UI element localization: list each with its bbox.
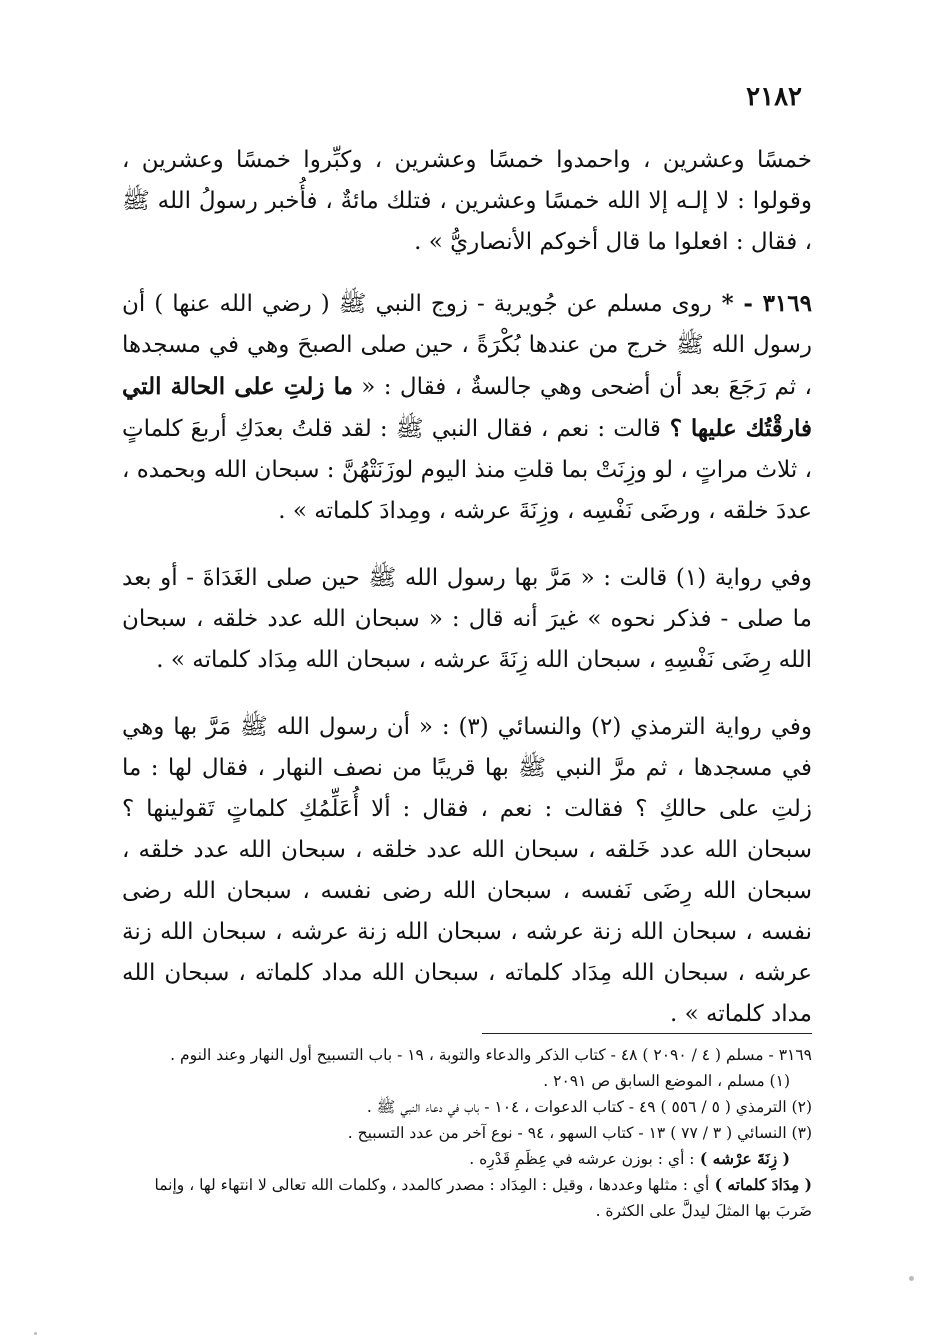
hadith-3169: [122, 283, 812, 532]
hadith-text-emphasis: ما زلتِ على الحالة التي فارقْتُك عليها ؟: [122, 373, 812, 442]
gloss-midad-kalimatih: [122, 1172, 812, 1224]
footnote-source: ٣١٦٩ - مسلم ( ٤ / ٢٠٩٠ ) ٤٨ - كتاب الذكر والدعاء والتوبة ، ١٩ - باب التسبيح أول النهار وعند النوم .: [170, 1046, 812, 1064]
scan-speck: [909, 1276, 914, 1281]
footnote-3: (٣) النسائي ( ٣ / ٧٧ ) ١٣ - كتاب السهو ، ٩٤ - نوع آخر من عدد التسبيح .: [347, 1124, 812, 1142]
footnote-2: (٢) الترمذي ( ٥ / ٥٥٦ ) ٤٩ - كتاب الدعوات ، ١٠٤ - باب في دعاء النبي ﷺ .: [366, 1098, 812, 1116]
hadith-number: ٣١٦٩ - *: [711, 290, 812, 317]
hadith-text-part1: روى مسلم عن جُويرية - زوج النبي ﷺ ( رضي الله عنها ) أن رسول الله ﷺ خرج من عندها بُكْرَةً ، حين صلى الصبحَ وهي في مسجدها ، ثم رَجَعَ بعد أن أضحى وهي جالسةٌ ، فقال : «: [122, 291, 812, 400]
scan-speck: [34, 1332, 37, 1335]
paragraph-continuation: خمسًا وعشرين ، واحمدوا خمسًا وعشرين ، وكبِّروا خمسًا وعشرين ، وقولوا : لا إلـه إلا الله خمسًا وعشرين ، فتلك مائةٌ ، فأُخبر رسولُ الله ﷺ ، فقال : افعلوا ما قال أخوكم الأنصاريُّ » .: [122, 147, 812, 255]
riwaya-paragraph: وفي رواية (١) قالت : « مَرَّ بها رسول الله ﷺ حين صلى الغَدَاةَ - أو بعد ما صلى - فذكر نحوه » غيرَ أنه قال : « سبحان الله عدد خلقه ، سبحان الله رِضَى نَفْسِهِ ، سبحان الله زِنَةَ عرشه ، سبحان الله مِدَاد كلماته » .: [122, 565, 812, 673]
gloss-term: ( زِنَةَ عرْشه ): [694, 1149, 790, 1168]
footnote-separator: [482, 1033, 812, 1034]
tirmidhi-nasai-paragraph: وفي رواية الترمذي (٢) والنسائي (٣) : « أن رسول الله ﷺ مَرَّ بها وهي في مسجدها ، ثم مرَّ النبي ﷺ بها قريبًا من نصف النهار ، فقال لها : ما زلتِ على حالكِ ؟ فقالت : نعم ، فقال : ألا أُعَلِّمُكِ كلماتٍ تَقولينها ؟ سبحان الله عدد خَلقه ، سبحان الله عدد خلقه ، سبحان الله عدد خلقه ، سبحان الله رِضَى نَفسه ، سبحان الله رضى نفسه ، سبحان الله رضى نفسه ، سبحان الله زنة عرشه ، سبحان الله زنة عرشه ، سبحان الله زنة عرشه ، سبحان الله مِدَاد كلماته ، سبحان الله مداد كلماته ، سبحان الله مداد كلماته » .: [122, 714, 812, 1027]
page-number: ٢١٨٢: [746, 82, 802, 112]
footnote-1: (١) مسلم ، الموضع السابق ص ٢٠٩١ .: [543, 1072, 790, 1090]
footnotes: [122, 1042, 812, 1224]
gloss-term: ( مِدَادَ كلماته ): [709, 1175, 812, 1194]
gloss-definition: أي : مثلها وعددها ، وقيل : المِدَاد : مصدر كالمدد ، وكلمات الله تعالى لا انتهاء لها ، وإنما ضَربَ بها المثلَ ليدلَّ على الكثرة .: [154, 1176, 812, 1220]
gloss-zinat-arshih: [122, 1146, 812, 1172]
main-text: [122, 140, 812, 1061]
hadith-text-part2: قالت : نعم ، فقال النبي ﷺ : لقد قلتُ بعدَكِ أربعَ كلماتٍ ، ثلاث مراتٍ ، لو وزِنَتْ بما قلتِ منذ اليوم لوزَنَتْهُنَّ : سبحان الله وبحمده ، عددَ خلقه ، ورضَى نَفْسِه ، وزِنَةَ عرشه ، ومِدادَ كلماته » .: [122, 416, 812, 524]
gloss-definition: : أي : بوزن عرشه في عِظَمِ قَدْرِه .: [469, 1150, 695, 1168]
